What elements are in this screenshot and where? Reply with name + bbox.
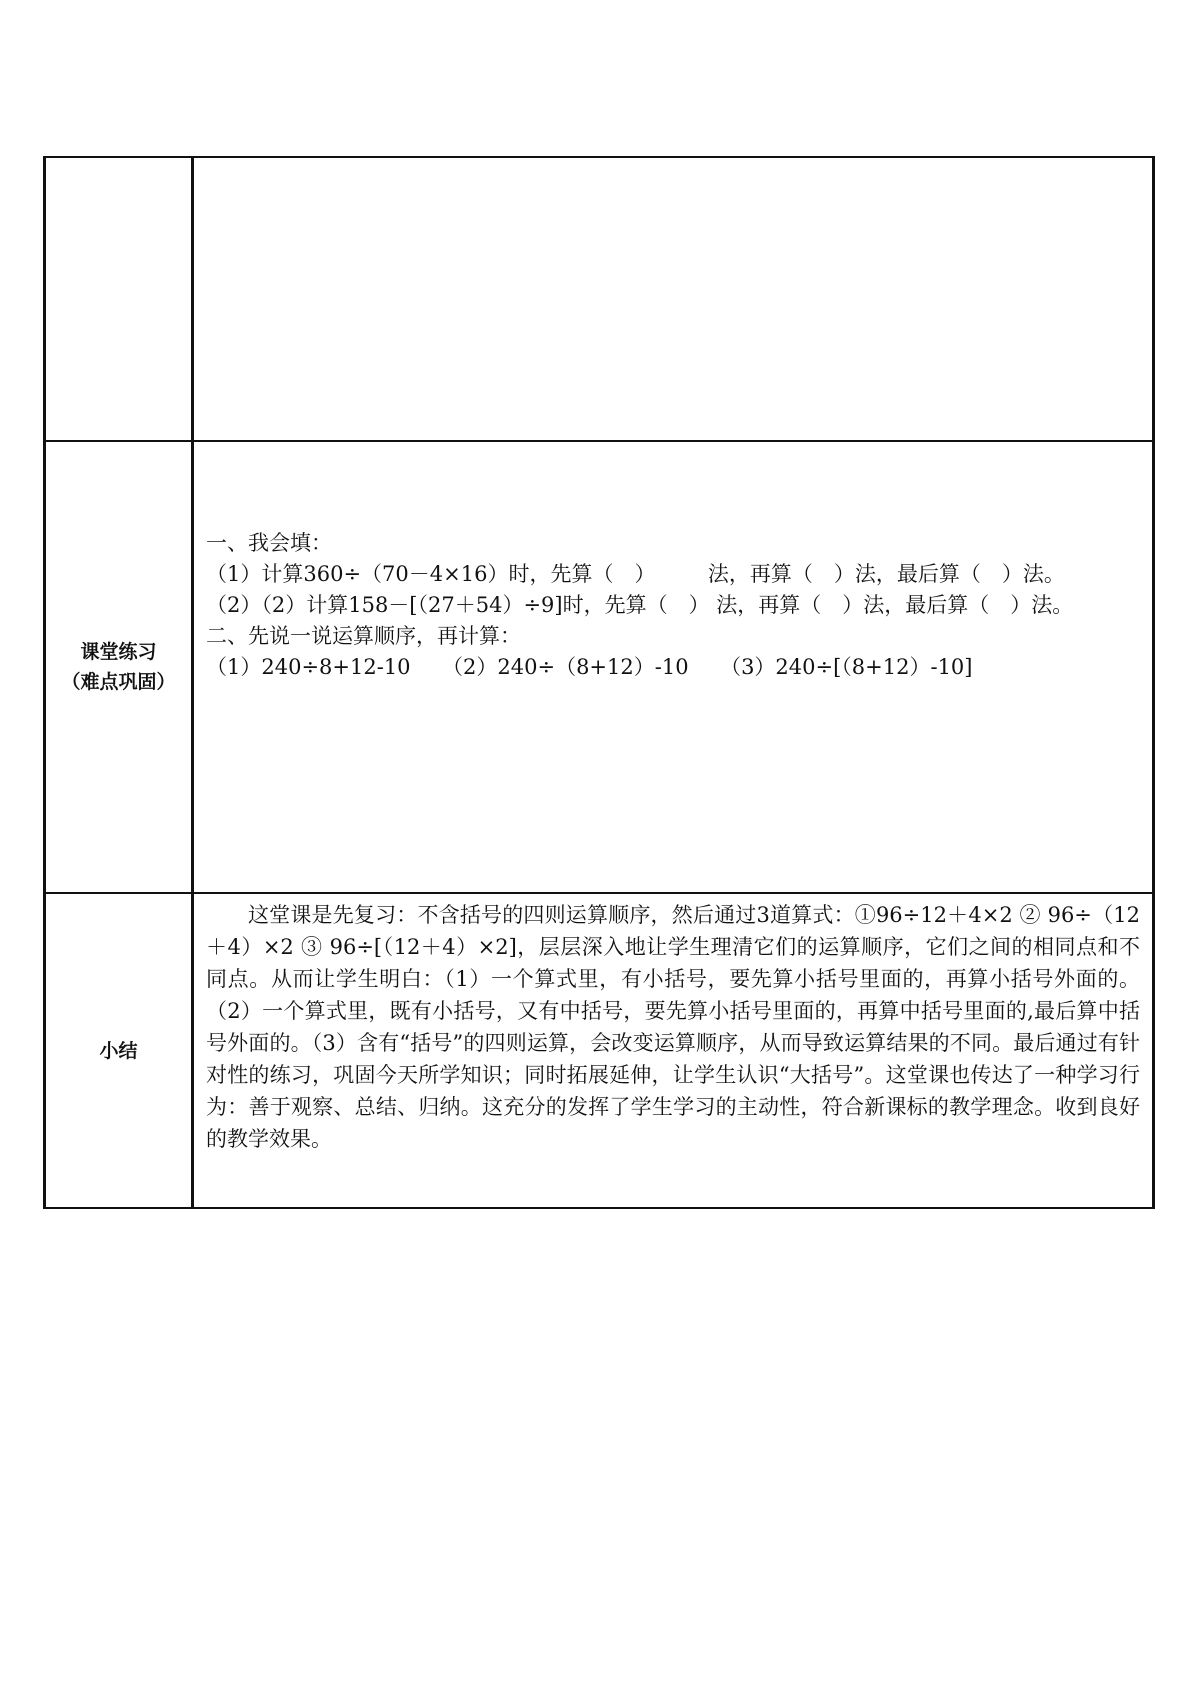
table-row-blank [45,157,1154,441]
table-row-practice [45,441,1154,893]
practice-content-cell [193,441,1154,893]
summary-content-cell [193,893,1154,1208]
practice-question-2: （2）（2）计算158－[（27＋54）÷9]时，先算（ ） 法，再算（ ）法，最后算（ ）法。 [206,593,1074,617]
practice-heading-calc: 二、先说一说运算顺序，再计算： [206,624,521,648]
practice-label-cell [45,441,193,893]
lesson-plan-table [43,156,1155,1209]
table-row-summary [45,893,1154,1208]
practice-sublabel: （难点巩固） [61,671,176,693]
practice-question-1: （1）计算360÷（70－4×16）时，先算（ ） 法，再算（ ）法，最后算（ ）法。 [206,562,1065,586]
summary-text: 这堂课是先复习：不含括号的四则运算顺序，然后通过3道算式：①96÷12＋4×2 ② 96÷（12＋4）×2 ③ 96÷[（12＋4）×2]，层层深入地让学生理清它们的运算顺序，它们之间的相同点和不同点。从而让学生明白：（1）一个算式里，有小括号，要先算小括号里面的，再算小括号外面的。（2）一个算式里，既有小括号，又有中括号，要先算小括号里面的，再算中括号里面的,最后算中括号外面的。（3）含有“括号”的四则运算，会改变运算顺序，从而导致运算结果的不同。最后通过有针对性的练习，巩固今天所学知识；同时拓展延伸，让学生认识“大括号”。这堂课也传达了一种学习行为：善于观察、总结、归纳。这充分的发挥了学生学习的主动性，符合新课标的教学理念。收到良好的教学效果。 [206,903,1140,1151]
summary-label: 小结 [99,1039,138,1062]
practice-calc-items: （1）240÷8+12-10 （2）240÷（8+12）-10 （3）240÷[（8+12）-10] [206,655,973,679]
summary-label-cell [45,893,193,1208]
practice-label: 课堂练习 [80,641,157,663]
blank-label-cell [45,157,193,441]
practice-heading-fill: 一、我会填： [206,531,332,555]
blank-content-cell [193,157,1154,441]
practice-content [194,442,1152,683]
